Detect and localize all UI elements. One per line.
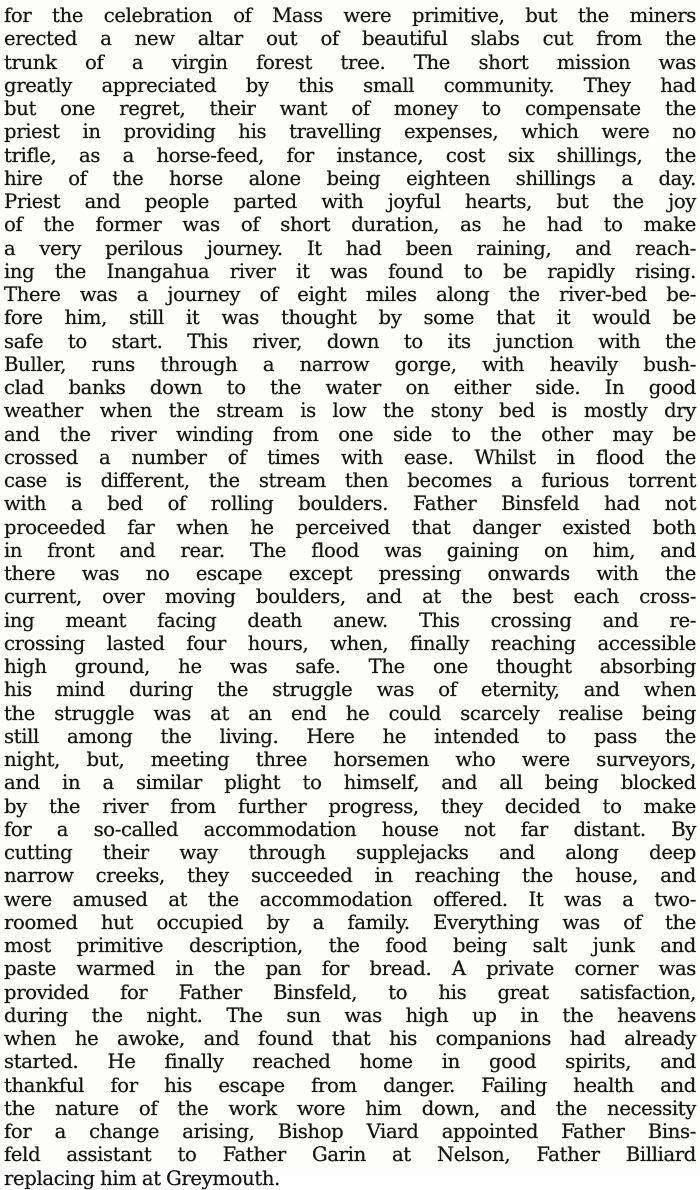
article-line: for a change arising, Bishop Viard appointed Father Bins- xyxy=(4,1120,696,1143)
article-line: paste warmed in the pan for bread. A private corner was xyxy=(4,957,696,981)
article-line: the struggle was at an end he could scarcely realise being xyxy=(4,701,696,725)
article-line: roomed hut occupied by a family. Everything was of the xyxy=(4,910,696,934)
article-line: the nature of the work wore him down, and the necessity xyxy=(4,1096,696,1120)
article-text-column xyxy=(4,4,696,1190)
article-line: still among the living. Here he intended to pass the xyxy=(4,724,696,748)
article-line: crossed a number of times with ease. Whilst in flood the xyxy=(4,445,696,469)
article-line: fore him, still it was thought by some that it would be xyxy=(4,306,696,330)
article-line: most primitive description, the food being salt junk and xyxy=(4,934,696,957)
article-line: by the river from further progress, they decided to make xyxy=(4,794,696,818)
article-line: in front and rear. The flood was gaining on him, and xyxy=(4,538,696,562)
article-line: replacing him at Greymouth. xyxy=(4,1166,281,1190)
article-line: case is different, the stream then becomes a furious torrent xyxy=(4,469,696,492)
article-line: ing the Inangahua river it was found to be rapidly rising. xyxy=(4,259,696,283)
article-line: greatly appreciated by this small community. They had xyxy=(4,73,696,97)
article-line: but one regret, their want of money to compensate the xyxy=(4,97,696,120)
article-line: for the celebration of Mass were primitive, but the miners xyxy=(4,4,696,27)
article-line: provided for Father Binsfeld, to his great satisfaction, xyxy=(4,980,696,1004)
article-line: ing meant facing death anew. This crossing and re- xyxy=(4,608,696,632)
article-line: proceeded far when he perceived that danger existed both xyxy=(4,515,696,539)
article-line: crossing lasted four hours, when, finally reaching accessible xyxy=(4,631,696,655)
article-line: when he awoke, and found that his companions had already xyxy=(4,1027,696,1050)
article-line: thankful for his escape from danger. Failing health and xyxy=(4,1073,696,1097)
article-line: his mind during the struggle was of eternity, and when xyxy=(4,678,696,702)
article-line: feld assistant to Father Garin at Nelson, Father Billiard xyxy=(4,1143,696,1167)
article-line: there was no escape except pressing onwards with the xyxy=(4,562,696,585)
article-line: Buller, runs through a narrow gorge, with heavily bush- xyxy=(4,352,696,376)
article-line: weather when the stream is low the stony bed is mostly dry xyxy=(4,399,696,423)
article-line: cutting their way through supplejacks and along deep xyxy=(4,841,696,864)
article-line: for a so-called accommodation house not far distant. By xyxy=(4,817,696,841)
article-line: erected a new altar out of beautiful slabs cut from the xyxy=(4,27,696,51)
article-line: and in a similar plight to himself, and all being blocked xyxy=(4,771,696,795)
article-line: and the river winding from one side to the other may be xyxy=(4,422,696,446)
article-line: current, over moving boulders, and at the best each cross- xyxy=(4,585,696,609)
article-line: trunk of a virgin forest tree. The short mission was xyxy=(4,50,696,74)
article-line: trifle, as a horse-feed, for instance, cost six shillings, the xyxy=(4,143,696,167)
article-line: narrow creeks, they succeeded in reaching the house, and xyxy=(4,864,696,888)
article-line: a very perilous journey. It had been raining, and reach- xyxy=(4,236,696,260)
article-line: of the former was of short duration, as he had to make xyxy=(4,213,696,237)
article-line: with a bed of rolling boulders. Father Binsfeld had not xyxy=(4,492,696,516)
article-line: There was a journey of eight miles along the river-bed be- xyxy=(4,283,696,306)
article-line: during the night. The sun was high up in the heavens xyxy=(4,1003,696,1027)
article-line: high ground, he was safe. The one thought absorbing xyxy=(4,655,696,678)
article-line: priest in providing his travelling expenses, which were no xyxy=(4,120,696,144)
article-line: Priest and people parted with joyful hearts, but the joy xyxy=(4,190,696,213)
article-line: safe to start. This river, down to its junction with the xyxy=(4,329,696,353)
article-line: started. He finally reached home in good spirits, and xyxy=(4,1050,696,1074)
article-line: were amused at the accommodation offered. It was a two- xyxy=(4,887,696,911)
article-line: clad banks down to the water on either side. In good xyxy=(4,376,696,399)
article-line: hire of the horse alone being eighteen shillings a day. xyxy=(4,166,696,190)
article-line: night, but, meeting three horsemen who were surveyors, xyxy=(4,748,696,771)
